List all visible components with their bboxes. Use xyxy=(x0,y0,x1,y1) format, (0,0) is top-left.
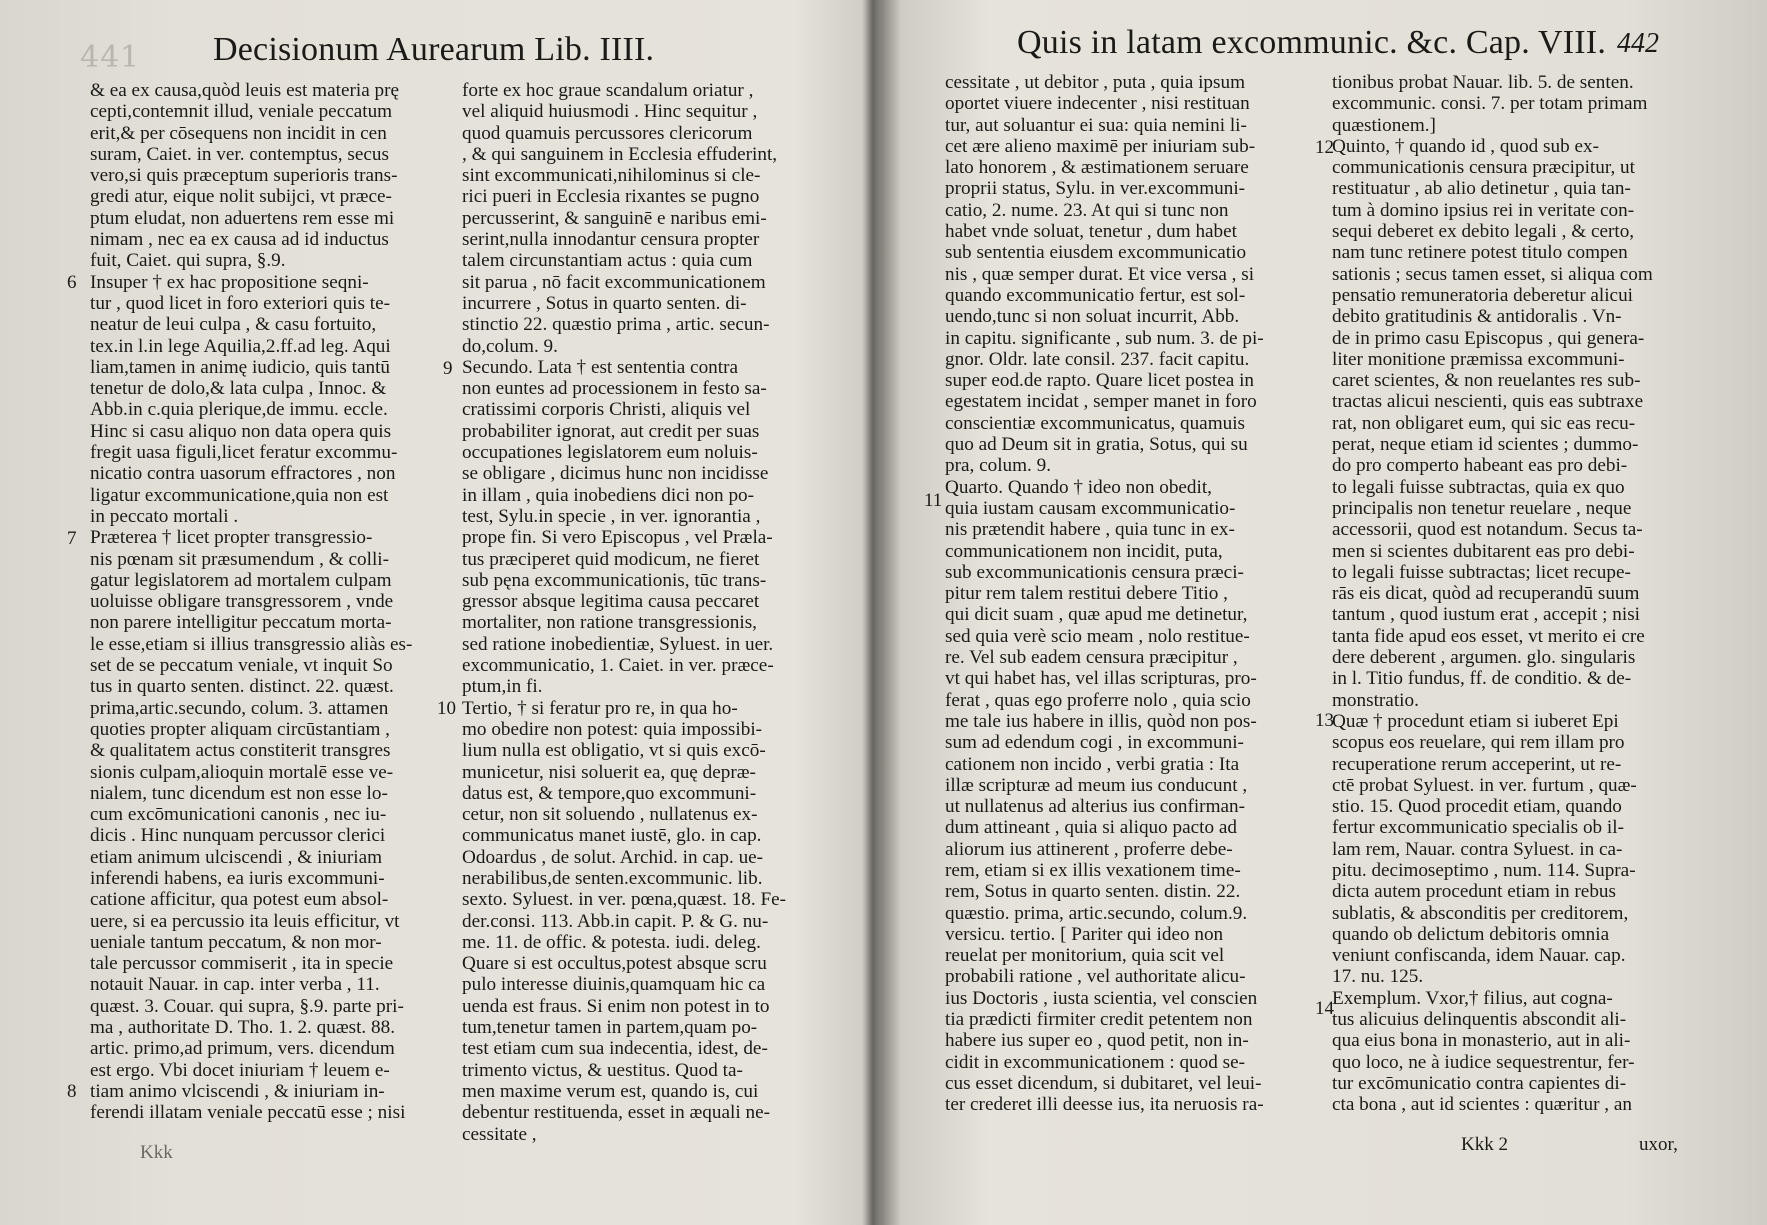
signature-mark: Kkk xyxy=(140,1142,173,1163)
text-line: cus esset dicendum, si dubitaret, vel leui- xyxy=(945,1072,1262,1094)
text-line: ligatur excommunicatione,quia non est xyxy=(90,484,389,506)
text-line: prima,artic.secundo, colum. 3. attamen xyxy=(90,697,389,719)
text-line: & qualitatem actus constiterit transgres xyxy=(90,740,391,762)
text-line: , & qui sanguinem in Ecclesia effuderint, xyxy=(462,143,778,165)
left-column-a xyxy=(90,80,412,1124)
text-line: cet ære alieno maximē per iniuriam sub- xyxy=(945,135,1256,157)
left-running-head: Decisionum Aurearum Lib. IIII. xyxy=(213,31,655,68)
text-line: ferendi illatam veniale peccatū esse ; nisi xyxy=(90,1102,406,1124)
text-line: rici pueri in Ecclesia rixantes se pugno xyxy=(462,186,760,208)
text-line: liam,tamen in animę iudicio, quis tantū xyxy=(90,356,391,378)
text-line: excommunicatio, 1. Caiet. in ver. præce- xyxy=(462,655,774,677)
signature-mark: Kkk 2 xyxy=(1461,1134,1508,1155)
text-line: Quare si est occultus,potest absque scru xyxy=(462,953,767,975)
text-line: ut nullatenus ad alterius ius confirman- xyxy=(945,796,1245,818)
text-line: Exemplum. Vxor,† filius, aut cogna- xyxy=(1332,987,1613,1009)
text-line: gatur legislatorem ad mortalem culpam xyxy=(90,569,392,591)
text-line: veniunt confiscanda, idem Nauar. cap. xyxy=(1332,945,1626,967)
margin-number: 9 xyxy=(443,358,453,379)
text-line: habere ius super eo , quod petit, non in- xyxy=(945,1030,1249,1052)
text-line: Odoardus , de solut. Archid. in cap. ue- xyxy=(462,846,764,868)
text-line: tus in quarto senten. distinct. 22. quæst. xyxy=(90,676,394,698)
text-line: stinctio 22. quæstio prima , artic. secun- xyxy=(462,314,770,336)
text-line: tionibus probat Nauar. lib. 5. de senten. xyxy=(1332,72,1634,93)
text-line: non euntes ad processionem in festo sa- xyxy=(462,378,767,400)
text-line: vt qui habet has, vel illas scripturas, pro- xyxy=(945,668,1257,690)
text-line: notauit Nauar. in cap. inter verba , 11. xyxy=(90,974,380,996)
text-line: quia iustam causam excommunicatio- xyxy=(945,497,1236,519)
text-line: dere deberent , argumen. glo. singularis xyxy=(1332,647,1636,669)
text-line: quo ad Deum sit in gratia, Sotus, qui su xyxy=(945,434,1248,456)
text-line: Secundo. Lata † est sententia contra xyxy=(462,356,738,378)
text-line: habet vnde soluat, tenetur , dum habet xyxy=(945,221,1237,243)
left-column-b xyxy=(462,80,786,1145)
text-line: ptum,in fi. xyxy=(462,676,543,698)
text-line: tur excōmunicatio contra capientes di- xyxy=(1332,1072,1627,1094)
text-line: tus alicuius delinquentis abscondit ali- xyxy=(1332,1009,1627,1031)
text-line: sub sententia eiusdem excommunicatio xyxy=(945,242,1247,264)
text-line: excommunic. consi. 7. per totam primam xyxy=(1332,93,1648,115)
text-line: suram, Caiet. in ver. contemptus, secus xyxy=(90,143,389,165)
text-line: cidit in excommunicationem : quod se- xyxy=(945,1051,1246,1073)
faint-folio-show-through: 441 xyxy=(80,40,141,75)
text-line: tur, aut soluantur ei sua: quia nemini li- xyxy=(945,114,1247,136)
text-line: mortaliter, non ratione transgressionis, xyxy=(462,612,757,634)
text-line: trimento victus, & uestitus. Quod ta- xyxy=(462,1059,743,1081)
text-line: prope fin. Si vero Episcopus , vel Præla- xyxy=(462,527,773,549)
page-number: 442 xyxy=(1617,28,1659,59)
text-line: egestatem incidat , semper manet in foro xyxy=(945,391,1257,413)
text-line: 17. nu. 125. xyxy=(1332,966,1424,988)
text-line: lam rem, Nauar. contra Syluest. in ca- xyxy=(1332,838,1623,860)
text-line: tur , quod licet in foro exteriori quis te- xyxy=(90,292,390,314)
text-line: me. 11. de offic. & potesta. iudi. deleg. xyxy=(462,931,761,953)
text-line: tus præciperet quid modicum, ne fieret xyxy=(462,548,760,570)
text-line: tiam animo vlciscendi , & iniuriam in- xyxy=(90,1080,385,1102)
text-line: cum excōmunicationi canonis , nec iu- xyxy=(90,804,387,826)
text-line: sint excommunicati,nihilominus si cle- xyxy=(462,165,761,187)
text-line: stio. 15. Quod procedit etiam, quando xyxy=(1332,796,1622,818)
catchword: uxor, xyxy=(1639,1134,1678,1155)
text-line: se obligare , dicimus hunc non incidisse xyxy=(462,463,769,485)
text-line: uenda est fraus. Si enim non potest in to xyxy=(462,995,770,1017)
text-line: sationis ; secus tamen esset, si aliqua com xyxy=(1332,263,1653,285)
text-line: tanta fide apud eos esset, vt merito ei cre xyxy=(1332,625,1645,647)
text-line: communicationem non incidit, puta, xyxy=(945,540,1223,562)
text-line: reuelat per monitorium, quia scit vel xyxy=(945,945,1225,967)
text-line: fuit, Caiet. qui supra, §.9. xyxy=(90,250,286,272)
text-line: set de se peccatum veniale, vt inquit So xyxy=(90,655,393,677)
text-line: tenetur de dolo,& lata culpa , Innoc. & xyxy=(90,378,387,400)
text-line: neatur de leui culpa , & casu fortuito, xyxy=(90,314,377,336)
text-line: illæ scripturæ ad meum ius conducunt , xyxy=(945,774,1248,796)
text-line: nam tunc retinere potest titulo compen xyxy=(1332,242,1628,264)
right-page xyxy=(877,0,1767,1225)
text-line: gredi atur, eique nolit subijci, vt præce- xyxy=(90,186,392,208)
text-line: der.consi. 113. Abb.in capit. P. & G. nu- xyxy=(462,910,769,932)
text-line: nis pœnam sit præsumendum , & colli- xyxy=(90,548,389,570)
text-line: tex.in l.in lege Aquilia,2.ff.ad leg. Aqui xyxy=(90,335,391,357)
text-line: datus est, & tempore,quo excommuni- xyxy=(462,782,757,804)
margin-number: 12 xyxy=(1315,137,1334,158)
text-line: in capitu. significante , sub num. 3. de pi- xyxy=(945,327,1264,349)
text-line: caret scientes, & non reuelantes res sub- xyxy=(1332,370,1641,392)
text-line: proprii status, Sylu. in ver.excommuni- xyxy=(945,178,1246,200)
text-line: sequi deberet ex debito legali , & certo, xyxy=(1332,221,1635,243)
text-line: cepti,contemnit illud, veniale peccatum xyxy=(90,101,393,123)
text-line: incurrere , Sotus in quarto senten. di- xyxy=(462,292,747,314)
text-line: sublatis, & absconditis per creditorem, xyxy=(1332,902,1629,924)
text-line: pra, colum. 9. xyxy=(945,455,1052,477)
text-line: quæst. 3. Couar. qui supra, §.9. parte pri- xyxy=(90,995,404,1017)
text-line: vero,si quis præceptum superioris trans- xyxy=(90,165,398,187)
text-line: ius Doctoris , iusta scientia, vel conscien xyxy=(945,987,1258,1009)
text-line: vel aliquid huiusmodi . Hinc sequitur , xyxy=(462,101,758,123)
text-line: tum à domino ipsius rei in veritate con- xyxy=(1332,199,1635,221)
text-line: dicta autem procedunt etiam in rebus xyxy=(1332,881,1616,903)
text-line: monstratio. xyxy=(1332,689,1419,711)
text-line: men si scientes dubitarent eas pro debi- xyxy=(1332,540,1635,562)
text-line: cetur, non sit soluendo , nullatenus ex- xyxy=(462,804,758,826)
text-line: in peccato mortali . xyxy=(90,505,239,527)
text-line: quæstionem.] xyxy=(1332,114,1436,136)
margin-number: 10 xyxy=(437,698,456,719)
text-line: test etiam cum sua indecentia, idest, de- xyxy=(462,1038,768,1060)
text-line: fregit uasa figuli,licet feratur excommu- xyxy=(90,442,398,464)
right-column-b xyxy=(1332,72,1653,1116)
text-line: probabiliter ignorat, aut credit per suas xyxy=(462,420,760,442)
text-line: men maxime verum est, quando is, cui xyxy=(462,1080,759,1102)
text-line: quoties propter aliquam circūstantiam , xyxy=(90,718,390,740)
text-line: pitur rem talem restitui debere Titio , xyxy=(945,583,1228,605)
text-line: est ergo. Vbi docet iniuriam † leuem e- xyxy=(90,1059,390,1081)
text-line: to legali fuisse subtractas, quia ex quo xyxy=(1332,476,1625,498)
text-line: cta bona , aut id scientes : quæritur , an xyxy=(1332,1094,1632,1116)
text-line: occupationes legislatorem eum noluis- xyxy=(462,442,758,464)
text-line: Præterea † licet propter transgressio- xyxy=(90,527,373,549)
text-line: scopus eos reuelare, qui rem illam pro xyxy=(1332,732,1625,754)
text-line: quod quamuis percussores clericorum xyxy=(462,122,753,144)
text-line: quando ob delictum debitoris omnia xyxy=(1332,923,1610,945)
text-line: pitu. decimoseptimo , num. 114. Supra- xyxy=(1332,859,1636,881)
text-line: etiam animum ulciscendi , & iniuriam xyxy=(90,846,383,868)
text-line: Quinto, † quando id , quod sub ex- xyxy=(1332,135,1600,157)
text-line: inferendi habens, ea iuris excommuni- xyxy=(90,867,385,889)
text-line: perat, neque etiam id scientes ; dummo- xyxy=(1332,434,1639,456)
margin-number: 14 xyxy=(1315,998,1334,1019)
text-line: lium nulla est obligatio, vt si quis excō- xyxy=(462,740,766,762)
text-line: quæstio. prima, artic.secundo, colum.9. xyxy=(945,902,1248,924)
text-line: de in primo casu Episcopus , qui genera- xyxy=(1332,327,1645,349)
text-line: principalis non tenetur reuelare , neque xyxy=(1332,497,1632,519)
text-line: lato honorem , & æstimationem seruare xyxy=(945,157,1249,179)
text-line: conscientiæ excommunicatus, quamuis xyxy=(945,412,1246,434)
text-line: serint,nulla innodantur censura propter xyxy=(462,229,760,251)
text-line: sub pęna excommunicationis, tūc trans- xyxy=(462,569,767,591)
text-line: nialem, tunc dicendum est non esse lo- xyxy=(90,782,388,804)
text-line: me tale ius habere in illis, quòd non pos- xyxy=(945,710,1257,732)
text-line: talem circunstantiam actus : quia cum xyxy=(462,250,753,272)
text-line: sum ad edendum cogi , in excommuni- xyxy=(945,732,1244,754)
text-line: cessitate , xyxy=(462,1123,537,1145)
text-line: Insuper † ex hac propositione seqni- xyxy=(90,271,369,293)
text-line: forte ex hoc graue scandalum oriatur , xyxy=(462,80,754,101)
text-line: sexto. Syluest. in ver. pœna,quæst. 18. Fe- xyxy=(462,889,787,911)
margin-number: 11 xyxy=(924,490,943,511)
text-line: tantum , quod iustum erat , accepit ; nisi xyxy=(1332,604,1641,626)
text-line: re. Vel sub eadem censura præcipitur , xyxy=(945,647,1238,669)
text-line: nicatio contra uasorum effractores , non xyxy=(90,463,396,485)
text-line: probabili ratione , vel authoritate alicu- xyxy=(945,966,1246,988)
text-line: quo loco, ne à iudice sequestrentur, fer- xyxy=(1332,1051,1635,1073)
right-running-head: Quis in latam excommunic. &c. Cap. VIII. xyxy=(1017,24,1607,61)
text-line: tia prædicti firmiter credit petentem non xyxy=(945,1009,1253,1031)
text-line: municetur, nisi soluerit ea, quę depræ- xyxy=(462,761,756,783)
text-line: dicis . Hinc nunquam percussor clerici xyxy=(90,825,386,847)
text-line: gnor. Oldr. late consil. 237. facit capitu. xyxy=(945,348,1250,370)
text-line: ueniale tantum peccatum, & non mor- xyxy=(90,931,382,953)
text-line: ptum eludat, non aduertens rem esse mi xyxy=(90,207,395,229)
text-line: rem, etiam si ex illis vexationem time- xyxy=(945,859,1241,881)
text-line: tale percussor commiserit , ita in specie xyxy=(90,953,394,975)
text-line: Tertio, † si feratur pro re, in qua ho- xyxy=(462,697,738,719)
text-line: oportet viuere indecenter , nisi restituan xyxy=(945,93,1250,115)
text-line: tum,tenetur tamen in partem,quam po- xyxy=(462,1017,758,1039)
text-line: uoluisse obligare transgressorem , vnde xyxy=(90,591,394,613)
margin-number: 13 xyxy=(1315,710,1334,731)
text-line: dum attineant , quia si aliquo pacto ad xyxy=(945,817,1238,839)
text-line: cationem non incido , verbi gratia : Ita xyxy=(945,753,1240,775)
text-line: qui dicit suam , quæ apud me detinetur, xyxy=(945,604,1248,626)
text-line: communicatus manet iustē, glo. in cap. xyxy=(462,825,762,847)
text-line: percusserint, & sanguinē e naribus emi- xyxy=(462,207,767,229)
text-line: do pro comperto habeant eas pro debi- xyxy=(1332,455,1628,477)
text-line: ctē probat Syluest. in ver. furtum , quæ- xyxy=(1332,774,1637,796)
text-line: sed quia verè scio meam , nolo restitue- xyxy=(945,625,1250,647)
text-line: Abb.in c.quia plerique,de immu. eccle. xyxy=(90,399,388,421)
text-line: accessorii, quod est notandum. Secus ta- xyxy=(1332,519,1643,541)
text-line: recuperatione rerum acceperint, ut re- xyxy=(1332,753,1622,775)
text-line: aliorum ius attinerent , proferre debe- xyxy=(945,838,1233,860)
text-line: super eod.de rapto. Quare licet postea in xyxy=(945,370,1255,392)
text-line: non parere intelligitur peccatum morta- xyxy=(90,612,392,634)
text-line: nimam , nec ea ex causa ad id inductus xyxy=(90,229,389,251)
text-line: to legali fuisse subtractas; licet recupe- xyxy=(1332,561,1631,583)
text-line: do,colum. 9. xyxy=(462,335,558,357)
text-line: debentur restituenda, esset in æquali ne- xyxy=(462,1102,770,1124)
text-line: rās eis dicat, quòd ad recuperandū suum xyxy=(1332,583,1640,605)
text-line: qua eius bona in monasterio, aut in ali- xyxy=(1332,1030,1631,1052)
text-line: sit parua , nō facit excommunicationem xyxy=(462,271,766,293)
text-line: ferat , quas ego proferre nolo , quia scio xyxy=(945,689,1251,711)
text-line: quando excommunicatio fertur, est sol- xyxy=(945,284,1246,306)
margin-number: 8 xyxy=(67,1081,77,1102)
left-page xyxy=(0,0,872,1225)
text-line: sed ratione inobedientiæ, Syluest. in uer. xyxy=(462,633,774,655)
text-line: Quarto. Quando † ideo non obedit, xyxy=(945,476,1212,498)
text-line: rem, Sotus in quarto senten. distin. 22. xyxy=(945,881,1241,903)
text-line: erit,& per cōsequens non incidit in cen xyxy=(90,122,387,144)
text-line: nis , quæ semper durat. Et vice versa , si xyxy=(945,263,1255,285)
text-line: tractas alicui nescienti, quis eas subtraxe xyxy=(1332,391,1644,413)
text-line: versicu. tertio. [ Pariter qui ideo non xyxy=(945,923,1224,945)
text-line: gressor absque legitima causa peccaret xyxy=(462,591,760,613)
text-line: rat, non obligaret eum, qui sic eas recu- xyxy=(1332,412,1636,434)
text-line: debito gratitudinis & antidoralis . Vn- xyxy=(1332,306,1622,328)
text-line: cessitate , ut debitor , puta , quia ipsum xyxy=(945,72,1246,93)
text-line: liter monitione præmissa excommuni- xyxy=(1332,348,1625,370)
text-line: Quæ † procedunt etiam si iuberet Epi xyxy=(1332,710,1619,732)
right-column-a xyxy=(945,72,1264,1116)
text-line: pensatio remuneratoria deberetur alicui xyxy=(1332,284,1633,306)
text-line: artic. primo,ad primum, vers. dicendum xyxy=(90,1038,395,1060)
text-line: restituatur , ab alio detinetur , quia tan- xyxy=(1332,178,1631,200)
margin-number: 6 xyxy=(67,272,77,293)
text-line: le esse,etiam si illius transgressio aliàs es- xyxy=(90,633,413,655)
text-line: ma , authoritate D. Tho. 1. 2. quæst. 88. xyxy=(90,1017,396,1039)
text-line: catione afficitur, qua potest eum absol- xyxy=(90,889,389,911)
text-line: pulo interesse diuinis,quamquam hic ca xyxy=(462,974,766,996)
text-line: sub excommunicationis censura præci- xyxy=(945,561,1244,583)
text-line: catio, 2. nume. 23. At qui si tunc non xyxy=(945,199,1229,221)
text-line: mo obedire non potest: quia impossibi- xyxy=(462,718,763,740)
text-line: cratissimi corporis Christi, aliquis vel xyxy=(462,399,751,421)
text-line: sionis culpam,alioquin mortalē esse ve- xyxy=(90,761,394,783)
text-line: & ea ex causa,quòd leuis est materia prę xyxy=(90,80,400,101)
text-line: uendo,tunc si non soluat incurrit, Abb. xyxy=(945,306,1240,328)
text-line: fertur excommunicatio specialis ob il- xyxy=(1332,817,1624,839)
text-line: in l. Titio fundus, ff. de conditio. & de- xyxy=(1332,668,1632,690)
text-line: test, Sylu.in specie , in ver. ignorantia , xyxy=(462,505,761,527)
text-line: nis prætendit habere , quia tunc in ex- xyxy=(945,519,1235,541)
text-line: uere, si ea percussio ita leuis efficitur, vt xyxy=(90,910,400,932)
text-line: ter crederet illi deesse ius, ita neruosis ra- xyxy=(945,1094,1264,1116)
margin-number: 7 xyxy=(67,528,77,549)
text-line: in illam , quia inobediens dici non po- xyxy=(462,484,755,506)
text-line: nerabilibus,de senten.excommunic. lib. xyxy=(462,867,763,889)
text-line: Hinc si casu aliquo non data opera quis xyxy=(90,420,392,442)
text-line: communicationis censura præcipitur, ut xyxy=(1332,157,1635,179)
